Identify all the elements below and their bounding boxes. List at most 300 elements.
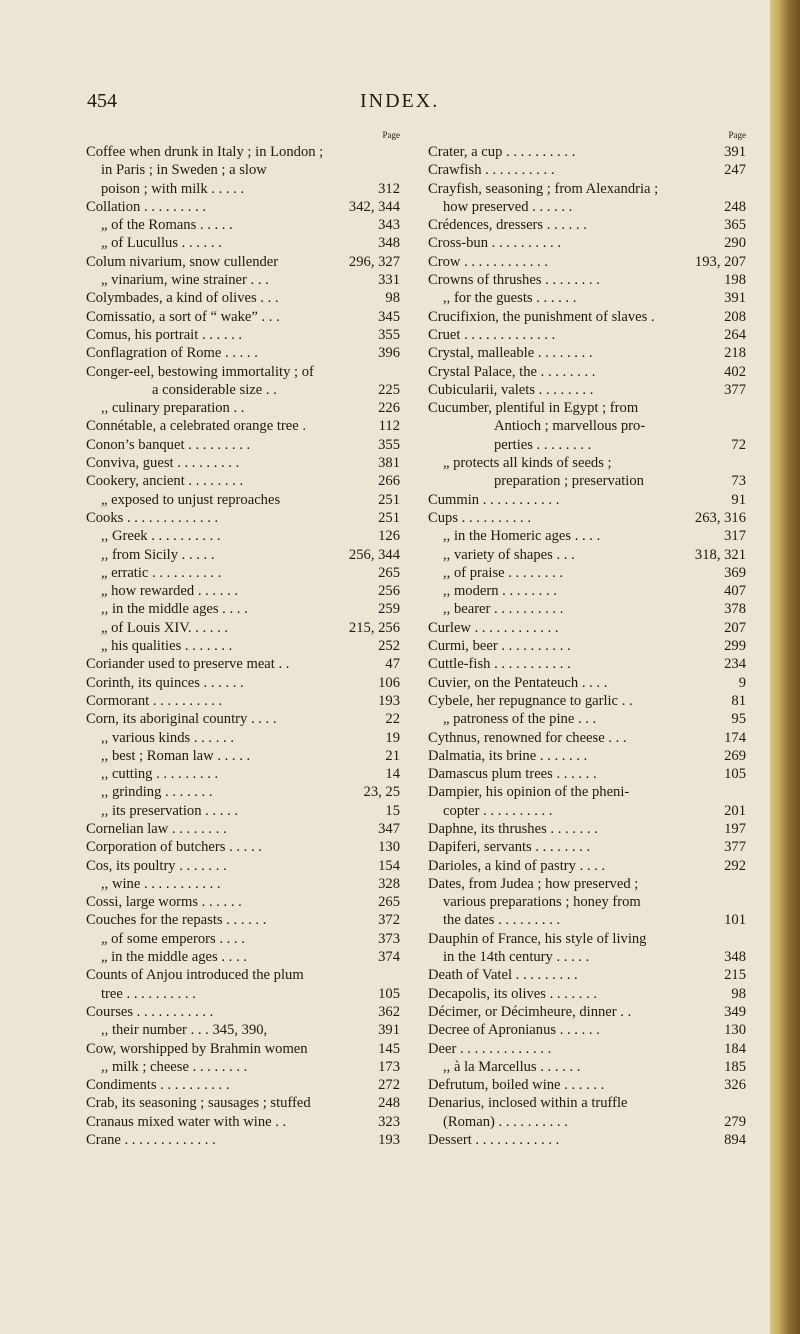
entry-text: „ of Louis XIV. . . . . . — [101, 619, 229, 636]
index-entry — [428, 600, 746, 618]
entry-page: 326 — [724, 1077, 746, 1094]
entry-text: ,, variety of shapes . . . — [443, 546, 575, 563]
index-entry — [428, 143, 746, 161]
index-entry — [86, 1021, 400, 1039]
right-entries — [428, 143, 746, 1149]
index-entry — [86, 234, 400, 252]
index-entry — [86, 381, 400, 399]
entry-page: 347 — [378, 820, 400, 837]
entry-text: Corn, its aboriginal country . . . . — [86, 711, 277, 728]
left-entries — [86, 143, 400, 1149]
left-column — [86, 127, 400, 1149]
entry-text: in Paris ; in Sweden ; a slow — [101, 162, 267, 179]
entry-page: 317 — [724, 528, 746, 545]
entry-page: 256 — [378, 583, 400, 600]
entry-page: 173 — [378, 1058, 400, 1075]
entry-page: 72 — [731, 436, 746, 453]
index-entry — [428, 546, 746, 564]
index-entry — [428, 381, 746, 399]
page-title: INDEX. — [360, 90, 440, 112]
entry-page: 105 — [724, 766, 746, 783]
entry-text: Crab, its seasoning ; sausages ; stuffed — [86, 1095, 311, 1112]
index-entry — [86, 527, 400, 545]
entry-text: preparation ; preservation — [494, 473, 644, 490]
index-entry — [86, 1076, 400, 1094]
index-entry — [428, 655, 746, 673]
entry-text: Cooks . . . . . . . . . . . . . — [86, 509, 219, 526]
index-entry — [86, 546, 400, 564]
index-entry — [428, 911, 746, 929]
index-entry — [86, 930, 400, 948]
entry-text: Dalmatia, its brine . . . . . . . — [428, 747, 588, 764]
entry-page: 130 — [724, 1022, 746, 1039]
entry-text: Coffee when drunk in Italy ; in London ; — [86, 144, 324, 160]
index-entry — [86, 326, 400, 344]
entry-text: „ of the Romans . . . . . — [101, 217, 233, 234]
entry-text: Crater, a cup . . . . . . . . . . — [428, 144, 576, 160]
index-entry — [86, 1040, 400, 1058]
entry-text: ,, best ; Roman law . . . . . — [101, 747, 251, 764]
entry-page: 299 — [724, 638, 746, 655]
entry-text: Curmi, beer . . . . . . . . . . — [428, 638, 571, 655]
entry-text: tree . . . . . . . . . . — [101, 985, 196, 1002]
entry-text: Cups . . . . . . . . . . — [428, 509, 531, 526]
entry-page: 193, 207 — [694, 253, 746, 270]
entry-page: 112 — [378, 418, 400, 435]
index-entry — [428, 1058, 746, 1076]
index-entry — [428, 838, 746, 856]
entry-text: a considerable size . . — [152, 381, 277, 398]
entry-page: 391 — [724, 144, 746, 160]
entry-text: „ his qualities . . . . . . . — [101, 638, 233, 655]
index-entry — [428, 930, 746, 948]
entry-text: Crawfish . . . . . . . . . . — [428, 162, 555, 179]
page-number: 454 — [87, 90, 117, 112]
entry-text: Cythnus, renowned for cheese . . . — [428, 729, 627, 746]
entry-page: 263, 316 — [694, 509, 746, 526]
entry-text: ,, of praise . . . . . . . . — [443, 564, 563, 581]
entry-text: Decapolis, its olives . . . . . . . — [428, 985, 598, 1002]
entry-text: Corporation of butchers . . . . . — [86, 839, 262, 856]
entry-page: 14 — [385, 766, 400, 783]
entry-page: 362 — [378, 1003, 400, 1020]
entry-page: 312 — [378, 180, 400, 197]
entry-text: Cormorant . . . . . . . . . . — [86, 692, 223, 709]
entry-page: 198 — [724, 272, 746, 289]
entry-page: 355 — [378, 436, 400, 453]
index-entry — [86, 491, 400, 509]
index-entry — [428, 1003, 746, 1021]
entry-text: Cow, worshipped by Brahmin women — [86, 1040, 308, 1057]
index-entry — [428, 253, 746, 271]
entry-text: Collation . . . . . . . . . — [86, 198, 206, 215]
index-entry — [428, 966, 746, 984]
index-entry — [86, 308, 400, 326]
entry-text: Cross-bun . . . . . . . . . . — [428, 235, 561, 252]
index-entry — [428, 564, 746, 582]
index-entry — [86, 1131, 400, 1149]
index-entry — [86, 289, 400, 307]
index-entry — [86, 143, 400, 161]
index-entry — [86, 399, 400, 417]
entry-text: Connétable, a celebrated orange tree . — [86, 418, 307, 435]
entry-page: 193 — [378, 692, 400, 709]
entry-text: Cucumber, plentiful in Egypt ; from — [428, 400, 639, 417]
entry-text: ,, in the Homeric ages . . . . — [443, 528, 601, 545]
entry-text: Corinth, its quinces . . . . . . — [86, 674, 244, 691]
entry-page: 154 — [378, 857, 400, 874]
index-entry — [428, 948, 746, 966]
entry-text: Conger-eel, bestowing immortality ; of — [86, 363, 314, 380]
entry-text: copter . . . . . . . . . . — [443, 802, 553, 819]
entry-text: Counts of Anjou introduced the plum — [86, 967, 304, 984]
entry-page: 349 — [724, 1003, 746, 1020]
entry-page: 248 — [724, 198, 746, 215]
entry-text: Cossi, large worms . . . . . . — [86, 894, 242, 911]
index-entry — [428, 619, 746, 637]
entry-page: 328 — [378, 875, 400, 892]
entry-text: Comissatio, a sort of “ wake” . . . — [86, 308, 280, 325]
entry-page: 373 — [378, 930, 400, 947]
entry-text: ,, in the middle ages . . . . — [101, 601, 248, 618]
entry-page: 251 — [378, 509, 400, 526]
entry-text: Cuvier, on the Pentateuch . . . . — [428, 674, 608, 691]
entry-page: 323 — [378, 1113, 400, 1130]
entry-text: Colum nivarium, snow cullender — [86, 253, 279, 270]
index-entry — [428, 271, 746, 289]
entry-text: Décimer, or Décimheure, dinner . . — [428, 1003, 632, 1020]
entry-page: 894 — [724, 1132, 746, 1149]
entry-text: „ how rewarded . . . . . . — [101, 583, 238, 600]
index-entry — [86, 344, 400, 362]
index-entry — [428, 729, 746, 747]
index-entry — [86, 838, 400, 856]
entry-text: Cos, its poultry . . . . . . . — [86, 857, 227, 874]
index-entry — [86, 710, 400, 728]
entry-page: 23, 25 — [363, 784, 400, 801]
entry-text: „ protects all kinds of seeds ; — [443, 455, 612, 472]
entry-text: „ in the middle ages . . . . — [101, 949, 247, 966]
index-entry — [86, 820, 400, 838]
index-entry — [86, 948, 400, 966]
index-entry — [428, 1113, 746, 1131]
entry-page: 22 — [385, 711, 400, 728]
entry-page: 402 — [724, 363, 746, 380]
entry-text: Daphne, its thrushes . . . . . . . — [428, 820, 598, 837]
entry-page: 365 — [724, 217, 746, 234]
index-entry — [86, 985, 400, 1003]
index-entry — [428, 454, 746, 472]
right-column — [428, 127, 746, 1149]
entry-page: 381 — [378, 455, 400, 472]
index-entry — [86, 161, 400, 179]
entry-page: 207 — [724, 619, 746, 636]
entry-text: Dessert . . . . . . . . . . . . — [428, 1132, 560, 1149]
index-entry — [428, 893, 746, 911]
entry-page: 318, 321 — [694, 546, 746, 563]
entry-text: Dauphin of France, his style of living — [428, 930, 647, 947]
entry-text: various preparations ; honey from — [443, 894, 641, 911]
entry-text: ,, its preservation . . . . . — [101, 802, 238, 819]
entry-text: Cookery, ancient . . . . . . . . — [86, 473, 244, 490]
index-entry — [86, 1003, 400, 1021]
entry-text: „ of some emperors . . . . — [101, 930, 245, 947]
entry-text: Curlew . . . . . . . . . . . . — [428, 619, 559, 636]
index-entry — [86, 747, 400, 765]
index-entry — [86, 1094, 400, 1112]
index-entry — [428, 985, 746, 1003]
entry-text: Crane . . . . . . . . . . . . . — [86, 1132, 216, 1149]
entry-page: 369 — [724, 564, 746, 581]
index-entry — [86, 600, 400, 618]
entry-text: ,, for the guests . . . . . . — [443, 290, 577, 307]
entry-page: 185 — [724, 1058, 746, 1075]
entry-text: ,, Greek . . . . . . . . . . — [101, 528, 221, 545]
index-entry — [86, 966, 400, 984]
entry-text: ,, modern . . . . . . . . — [443, 583, 557, 600]
entry-text: Colymbades, a kind of olives . . . — [86, 290, 279, 307]
entry-page: 348 — [378, 235, 400, 252]
index-entry — [86, 216, 400, 234]
entry-page: 226 — [378, 400, 400, 417]
page-column-label: Page — [382, 130, 400, 140]
entry-text: Crayfish, seasoning ; from Alexandria ; — [428, 180, 659, 197]
entry-text: poison ; with milk . . . . . — [101, 180, 245, 197]
entry-page: 348 — [724, 949, 746, 966]
entry-text: Dapiferi, servants . . . . . . . . — [428, 839, 591, 856]
entry-page: 343 — [378, 217, 400, 234]
index-entry — [428, 363, 746, 381]
entry-text: „ exposed to unjust reproaches — [101, 491, 281, 508]
entry-text: Darioles, a kind of pastry . . . . — [428, 857, 606, 874]
entry-page: 98 — [385, 290, 400, 307]
index-entry — [86, 655, 400, 673]
index-entry — [86, 509, 400, 527]
entry-text: Dates, from Judea ; how preserved ; — [428, 875, 639, 892]
entry-text: Antioch ; marvellous pro- — [494, 418, 646, 435]
index-entry — [428, 344, 746, 362]
entry-page: 91 — [731, 491, 746, 508]
index-entry — [428, 234, 746, 252]
entry-text: Crédences, dressers . . . . . . — [428, 217, 587, 234]
index-entry — [428, 180, 746, 198]
entry-page: 251 — [378, 491, 400, 508]
entry-text: Cornelian law . . . . . . . . — [86, 820, 227, 837]
index-entry — [428, 582, 746, 600]
entry-page: 234 — [724, 656, 746, 673]
entry-text: Cruet . . . . . . . . . . . . . — [428, 326, 556, 343]
entry-page: 105 — [378, 985, 400, 1002]
entry-text: the dates . . . . . . . . . — [443, 912, 561, 929]
entry-page: 407 — [724, 583, 746, 600]
entry-page: 15 — [385, 802, 400, 819]
entry-page: 247 — [724, 162, 746, 179]
entry-text: Crow . . . . . . . . . . . . — [428, 253, 548, 270]
entry-page: 130 — [378, 839, 400, 856]
entry-text: Conviva, guest . . . . . . . . . — [86, 455, 240, 472]
entry-page: 106 — [378, 674, 400, 691]
entry-page: 264 — [724, 326, 746, 343]
index-entry — [86, 637, 400, 655]
entry-page: 374 — [378, 949, 400, 966]
entry-text: perties . . . . . . . . — [494, 436, 592, 453]
index-entry — [86, 692, 400, 710]
entry-page: 225 — [378, 381, 400, 398]
entry-text: Crucifixion, the punishment of slaves . — [428, 308, 655, 325]
index-entry — [428, 1131, 746, 1149]
index-entry — [86, 765, 400, 783]
entry-text: Defrutum, boiled wine . . . . . . — [428, 1077, 605, 1094]
entry-text: how preserved . . . . . . — [443, 198, 573, 215]
entry-text: ,, various kinds . . . . . . — [101, 729, 234, 746]
entry-page: 355 — [378, 326, 400, 343]
index-entry — [428, 399, 746, 417]
index-entry — [86, 875, 400, 893]
page-column-label: Page — [728, 130, 746, 140]
entry-text: Crystal Palace, the . . . . . . . . — [428, 363, 596, 380]
entry-text: Conon’s banquet . . . . . . . . . — [86, 436, 251, 453]
entry-page: 292 — [724, 857, 746, 874]
entry-text: ,, from Sicily . . . . . — [101, 546, 215, 563]
page-edge — [770, 0, 800, 1334]
entry-page: 21 — [385, 747, 400, 764]
index-entry — [428, 1076, 746, 1094]
entry-text: Denarius, inclosed within a truffle — [428, 1095, 628, 1112]
entry-text: Courses . . . . . . . . . . . — [86, 1003, 214, 1020]
entry-text: Dampier, his opinion of the pheni- — [428, 784, 630, 801]
entry-text: Condiments . . . . . . . . . . — [86, 1077, 230, 1094]
entry-text: Deer . . . . . . . . . . . . . — [428, 1040, 552, 1057]
entry-text: Cuttle-fish . . . . . . . . . . . — [428, 656, 571, 673]
index-entry — [428, 875, 746, 893]
index-entry — [428, 161, 746, 179]
entry-text: ,, bearer . . . . . . . . . . — [443, 601, 564, 618]
entry-page: 73 — [731, 473, 746, 490]
entry-text: ,, cutting . . . . . . . . . — [101, 766, 219, 783]
index-entry — [428, 692, 746, 710]
entry-page: 266 — [378, 473, 400, 490]
index-entry — [428, 527, 746, 545]
entry-page: 98 — [731, 985, 746, 1002]
entry-page: 396 — [378, 345, 400, 362]
entry-text: Cranaus mixed water with wine . . — [86, 1113, 287, 1130]
index-entry — [428, 1040, 746, 1058]
entry-text: Crystal, malleable . . . . . . . . — [428, 345, 593, 362]
entry-text: ,, culinary preparation . . — [101, 400, 245, 417]
index-entry — [86, 417, 400, 435]
entry-page: 290 — [724, 235, 746, 252]
entry-page: 378 — [724, 601, 746, 618]
index-entry — [86, 363, 400, 381]
entry-text: Damascus plum trees . . . . . . — [428, 766, 597, 783]
index-entry — [86, 1058, 400, 1076]
index-entry — [86, 564, 400, 582]
entry-text: Comus, his portrait . . . . . . — [86, 326, 243, 343]
entry-page: 342, 344 — [348, 198, 400, 215]
entry-page: 208 — [724, 308, 746, 325]
index-entry — [428, 820, 746, 838]
index-entry — [86, 802, 400, 820]
entry-page: 9 — [738, 674, 746, 691]
entry-page: 215, 256 — [348, 619, 400, 636]
index-entry — [86, 253, 400, 271]
entry-page: 252 — [378, 638, 400, 655]
entry-page: 259 — [378, 601, 400, 618]
index-entry — [86, 472, 400, 490]
index-entry — [86, 619, 400, 637]
entry-text: ,, wine . . . . . . . . . . . — [101, 875, 221, 892]
index-entry — [428, 783, 746, 801]
entry-text: Death of Vatel . . . . . . . . . — [428, 967, 578, 984]
entry-text: „ patroness of the pine . . . — [443, 711, 597, 728]
index-entry — [428, 765, 746, 783]
index-entry — [428, 326, 746, 344]
index-entry — [428, 436, 746, 454]
entry-page: 184 — [724, 1040, 746, 1057]
index-entry — [428, 491, 746, 509]
entry-text: ,, grinding . . . . . . . — [101, 784, 213, 801]
index-entry — [86, 198, 400, 216]
entry-page: 377 — [724, 381, 746, 398]
entry-page: 272 — [378, 1077, 400, 1094]
entry-page: 331 — [378, 272, 400, 289]
entry-page: 95 — [731, 711, 746, 728]
index-entry — [86, 911, 400, 929]
page-header — [0, 90, 800, 120]
index-entry — [86, 674, 400, 692]
entry-text: Conflagration of Rome . . . . . — [86, 345, 258, 362]
index-entry — [428, 747, 746, 765]
index-entry — [86, 180, 400, 198]
entry-text: Decree of Apronianus . . . . . . — [428, 1022, 600, 1039]
entry-page: 101 — [724, 912, 746, 929]
entry-text: (Roman) . . . . . . . . . . — [443, 1113, 568, 1130]
index-entry — [86, 783, 400, 801]
entry-page: 201 — [724, 802, 746, 819]
index-entry — [428, 802, 746, 820]
entry-text: „ erratic . . . . . . . . . . — [101, 564, 222, 581]
entry-page: 218 — [724, 345, 746, 362]
index-entry — [428, 308, 746, 326]
entry-text: in the 14th century . . . . . — [443, 949, 590, 966]
entry-page: 377 — [724, 839, 746, 856]
entry-page: 19 — [385, 729, 400, 746]
entry-page: 391 — [724, 290, 746, 307]
index-entry — [428, 509, 746, 527]
entry-page: 193 — [378, 1132, 400, 1149]
entry-text: ,, à la Marcellus . . . . . . — [443, 1058, 581, 1075]
index-entry — [86, 1113, 400, 1131]
index-entry — [428, 637, 746, 655]
entry-page: 81 — [731, 692, 746, 709]
index-entry — [428, 417, 746, 435]
index-entry — [86, 582, 400, 600]
index-entry — [428, 1021, 746, 1039]
index-entry — [86, 893, 400, 911]
index-entry — [428, 198, 746, 216]
index-entry — [428, 857, 746, 875]
entry-page: 391 — [378, 1022, 400, 1039]
entry-text: Cubicularii, valets . . . . . . . . — [428, 381, 594, 398]
entry-page: 256, 344 — [348, 546, 400, 563]
entry-page: 215 — [724, 967, 746, 984]
index-entry — [428, 710, 746, 728]
entry-page: 372 — [378, 912, 400, 929]
index-entry — [428, 472, 746, 490]
entry-text: „ of Lucullus . . . . . . — [101, 235, 222, 252]
entry-page: 269 — [724, 747, 746, 764]
entry-text: Couches for the repasts . . . . . . — [86, 912, 267, 929]
